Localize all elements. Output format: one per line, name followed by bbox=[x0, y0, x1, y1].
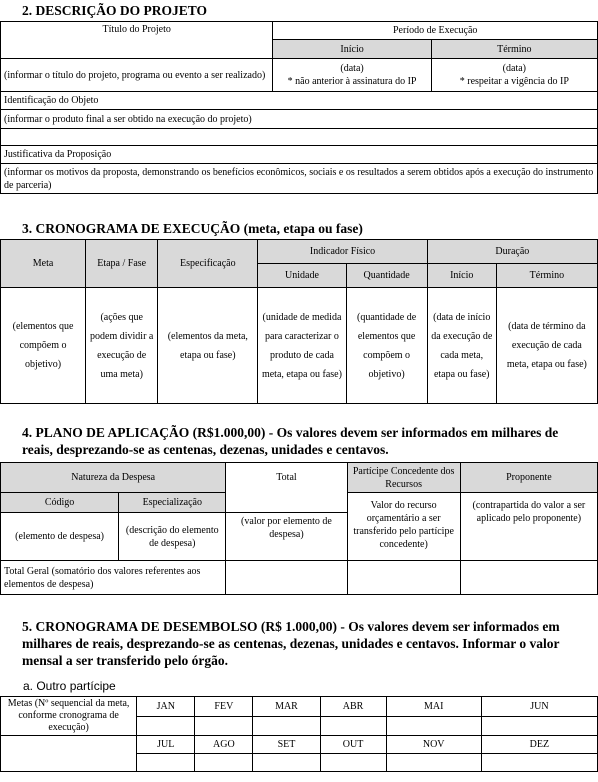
unidade-header: Unidade bbox=[258, 264, 346, 288]
just-label: Justificativa da Proposição bbox=[1, 146, 598, 164]
indicador-header: Indicador Físico bbox=[258, 240, 427, 264]
titulo-header: Título do Projeto bbox=[1, 22, 273, 59]
section-2-heading: 2. DESCRIÇÃO DO PROJETO bbox=[22, 3, 208, 18]
natureza-header: Natureza da Despesa bbox=[1, 463, 226, 493]
execution-schedule-table bbox=[0, 239, 598, 404]
etapa-value: (ações que podem dividir a execução de uma meta) bbox=[86, 288, 158, 404]
inicio-header: Início bbox=[273, 40, 431, 59]
month-jan: JAN bbox=[137, 697, 195, 717]
codigo-header: Código bbox=[1, 493, 119, 513]
codigo-value: (elemento de despesa) bbox=[1, 513, 119, 561]
especializacao-value: (descrição do elemento de despesa) bbox=[119, 513, 226, 561]
month-mar: MAR bbox=[253, 697, 320, 717]
sub-heading: a. Outro partícipe bbox=[23, 679, 116, 693]
month-abr: ABR bbox=[320, 697, 386, 717]
month-jun: JUN bbox=[481, 697, 597, 717]
month-dez: DEZ bbox=[481, 736, 597, 754]
inicio-value: (data de início da execução de cada meta, etapa ou fase) bbox=[427, 288, 496, 404]
duracao-header: Duração bbox=[427, 240, 597, 264]
metas-header: Metas (Nº sequencial da meta, conforme cronograma de execução) bbox=[1, 697, 137, 736]
ident-value: (informar o produto final a ser obtido na execução do projeto) bbox=[1, 110, 598, 129]
total-value: (valor por elemento de despesa) bbox=[226, 513, 347, 561]
etapa-header: Etapa / Fase bbox=[86, 240, 158, 288]
month-out: OUT bbox=[320, 736, 386, 754]
especificacao-value: (elementos da meta, etapa ou fase) bbox=[158, 288, 258, 404]
periodo-header: Período de Execução bbox=[273, 22, 598, 40]
section-5-heading: 5. CRONOGRAMA DE DESEMBOLSO (R$ 1.000,00) - Os valores devem ser informados em milhares de reais, desprezando-se as centenas, dezenas, unidades e centavos. Informar o valor mensal a ser transferido pelo órgão. bbox=[22, 619, 560, 668]
month-jul: JUL bbox=[137, 736, 195, 754]
inicio-value: (data) * não anterior à assinatura do IP bbox=[273, 59, 431, 92]
section-3 bbox=[0, 220, 598, 404]
termino-value: (data de término da execução de cada meta, etapa ou fase) bbox=[496, 288, 597, 404]
quantidade-header: Quantidade bbox=[346, 264, 427, 288]
titulo-value: (informar o título do projeto, programa ou evento a ser realizado) bbox=[1, 59, 273, 92]
meta-header: Meta bbox=[1, 240, 86, 288]
concedente-header: Partícipe Concedente dos Recursos bbox=[347, 463, 460, 493]
proponente-header: Proponente bbox=[460, 463, 597, 493]
section-4 bbox=[0, 424, 598, 595]
meta-value: (elementos que compõem o objetivo) bbox=[1, 288, 86, 404]
application-plan-table bbox=[0, 462, 598, 595]
month-fev: FEV bbox=[195, 697, 253, 717]
month-nov: NOV bbox=[386, 736, 481, 754]
total-header: Total bbox=[226, 463, 347, 513]
proponente-value: (contrapartida do valor a ser aplicado pelo proponente) bbox=[460, 493, 597, 561]
project-description-table bbox=[0, 21, 598, 194]
especificacao-header: Especificação bbox=[158, 240, 258, 288]
concedente-value: Valor do recurso orçamentário a ser transferido pelo partícipe concedente) bbox=[347, 493, 460, 561]
section-2 bbox=[0, 2, 598, 194]
month-mai: MAI bbox=[386, 697, 481, 717]
section-4-heading: 4. PLANO DE APLICAÇÃO (R$1.000,00) - Os valores devem ser informados em milhares de reais, desprezando-se as centenas, dezenas, unidades e centavos. bbox=[22, 425, 559, 457]
month-set: SET bbox=[253, 736, 320, 754]
termino-value: (data) * respeitar a vigência do IP bbox=[431, 59, 597, 92]
month-ago: AGO bbox=[195, 736, 253, 754]
inicio-header: Início bbox=[427, 264, 496, 288]
section-5 bbox=[0, 618, 598, 772]
termino-header: Término bbox=[431, 40, 597, 59]
just-value: (informar os motivos da proposta, demonstrando os benefícios econômicos, sociais e os resultados a serem obtidos após a execução do instrumento de parceria) bbox=[1, 164, 598, 194]
termino-header: Término bbox=[496, 264, 597, 288]
section-3-heading: 3. CRONOGRAMA DE EXECUÇÃO (meta, etapa ou fase) bbox=[22, 221, 363, 236]
unidade-value: (unidade de medida para caracterizar o produto de cada meta, etapa ou fase) bbox=[258, 288, 346, 404]
disbursement-table bbox=[0, 696, 598, 772]
total-geral: Total Geral (somatório dos valores referentes aos elementos de despesa) bbox=[1, 561, 226, 595]
quantidade-value: (quantidade de elementos que compõem o objetivo) bbox=[346, 288, 427, 404]
especializacao-header: Especialização bbox=[119, 493, 226, 513]
ident-label: Identificação do Objeto bbox=[1, 92, 598, 110]
